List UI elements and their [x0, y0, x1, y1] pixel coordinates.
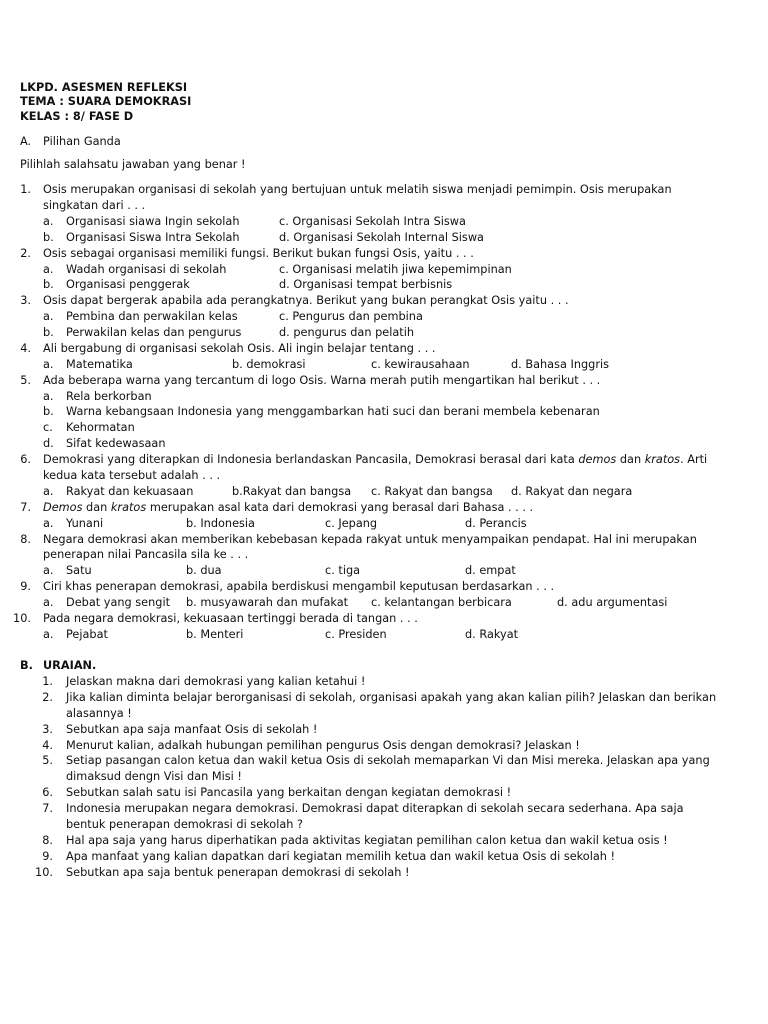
option-marker: a. [43, 628, 54, 641]
question-text: Ciri khas penerapan demokrasi, apabila berdiskusi mengambil keputusan berdasarkan . . . [43, 580, 555, 593]
option-marker: a. [43, 485, 54, 498]
option-text: Organisasi penggerak [66, 278, 190, 291]
essay-number: 9. [42, 850, 53, 863]
essay-text: alasannya ! [66, 707, 132, 720]
question-text: Osis dapat bergerak apabila ada perangkatnya. Berikut yang bukan perangkat Osis yaitu . . . [43, 294, 569, 307]
option-marker: a. [43, 390, 54, 403]
option-marker: a. [43, 215, 54, 228]
option-text: c. Organisasi Sekolah Intra Siswa [279, 215, 466, 228]
option-marker: c. [43, 421, 53, 434]
question-number: 2. [20, 247, 31, 260]
option-text: d. Rakyat [465, 628, 519, 641]
option-marker: a. [43, 596, 54, 609]
option-text: d. Rakyat dan negara [511, 485, 633, 498]
option-text: b. Indonesia [186, 517, 255, 530]
question-text: penerapan nilai Pancasila sila ke . . . [43, 548, 249, 561]
question-text: Ali bergabung di organisasi sekolah Osis. Ali ingin belajar tentang . . . [43, 342, 436, 355]
section-a-instruction: Pilihlah salahsatu jawaban yang benar ! [20, 158, 246, 171]
option-text: Wadah organisasi di sekolah [66, 263, 227, 276]
essay-text: Sebutkan salah satu isi Pancasila yang berkaitan dengan kegiatan demokrasi ! [66, 786, 512, 799]
essay-number: 10. [35, 866, 53, 879]
option-text: Organisasi siawa Ingin sekolah [66, 215, 240, 228]
option-text: c. kelantangan berbicara [371, 596, 512, 609]
essay-number: 3. [42, 723, 53, 736]
option-text: b. Menteri [186, 628, 244, 641]
option-marker: b. [43, 405, 54, 418]
option-marker: a. [43, 358, 54, 371]
question-text: Negara demokrasi akan memberikan kebebasan kepada rakyat untuk menyampaikan pendapat. Hal ini merupakan [43, 533, 697, 546]
essay-number: 1. [42, 675, 53, 688]
option-text: c. Pengurus dan pembina [279, 310, 423, 323]
option-text: b. musyawarah dan mufakat [186, 596, 349, 609]
option-text: d. Perancis [465, 517, 527, 530]
option-marker: b. [43, 326, 54, 339]
option-text: Warna kebangsaan Indonesia yang menggambarkan hati suci dan berani membela kebenaran [66, 405, 600, 418]
question-text: Ada beberapa warna yang tercantum di logo Osis. Warna merah putih mengartikan hal berikut . . . [43, 374, 601, 387]
question-number: 5. [20, 374, 31, 387]
option-text: Yunani [66, 517, 104, 530]
option-text: c. Organisasi melatih jiwa kepemimpinan [279, 263, 512, 276]
essay-text: Sebutkan apa saja bentuk penerapan demokrasi di sekolah ! [66, 866, 410, 879]
option-text: Matematika [66, 358, 133, 371]
section-a-marker: A. [20, 135, 32, 148]
essay-text: Sebutkan apa saja manfaat Osis di sekolah ! [66, 723, 318, 736]
essay-text: Indonesia merupakan negara demokrasi. Demokrasi dapat diterapkan di sekolah secara sederhana. Apa saja [66, 802, 684, 815]
option-text: c. tiga [325, 564, 361, 577]
question-number: 9. [20, 580, 31, 593]
option-text: c. kewirausahaan [371, 358, 470, 371]
option-text: b. dua [186, 564, 222, 577]
essay-text: Jelaskan makna dari demokrasi yang kalian ketahui ! [66, 675, 366, 688]
header-theme: TEMA : SUARA DEMOKRASI [20, 95, 192, 108]
question-number: 3. [20, 294, 31, 307]
essay-text: bentuk penerapan demokrasi di sekolah ? [66, 818, 304, 831]
essay-number: 8. [42, 834, 53, 847]
question-text: kedua kata tersebut adalah . . . [43, 469, 221, 482]
option-text: d. pengurus dan pelatih [279, 326, 414, 339]
option-marker: a. [43, 517, 54, 530]
essay-text: Setiap pasangan calon ketua dan wakil ketua Osis di sekolah memaparkan Vi dan Misi mereka. Jelaskan apa yang [66, 754, 710, 767]
option-text: Rela berkorban [66, 390, 152, 403]
question-number: 7. [20, 501, 31, 514]
option-marker: a. [43, 564, 54, 577]
option-marker: b. [43, 231, 54, 244]
section-a-title: Pilihan Ganda [43, 135, 121, 148]
option-text: Organisasi Siswa Intra Sekolah [66, 231, 240, 244]
question-text: Osis merupakan organisasi di sekolah yang bertujuan untuk melatih siswa menjadi pemimpin. Osis merupakan [43, 183, 672, 196]
option-text: d. empat [465, 564, 516, 577]
option-text: d. Organisasi Sekolah Internal Siswa [279, 231, 484, 244]
header-title: LKPD. ASESMEN REFLEKSI [20, 81, 188, 94]
question-text: Pada negara demokrasi, kekuasaan tertinggi berada di tangan . . . [43, 612, 418, 625]
essay-text: Menurut kalian, adalkah hubungan pemilihan pengurus Osis dengan demokrasi? Jelaskan ! [66, 739, 580, 752]
section-b-title: URAIAN. [43, 659, 97, 672]
option-text: Sifat kedewasaan [66, 437, 166, 450]
option-text: Kehormatan [66, 421, 135, 434]
question-number: 10. [13, 612, 31, 625]
essay-number: 6. [42, 786, 53, 799]
question-number: 8. [20, 533, 31, 546]
option-text: c. Jepang [325, 517, 378, 530]
option-text: d. Bahasa Inggris [511, 358, 610, 371]
option-marker: b. [43, 278, 54, 291]
option-text: Rakyat dan kekuasaan [66, 485, 194, 498]
option-marker: d. [43, 437, 54, 450]
essay-number: 2. [42, 691, 53, 704]
essay-number: 4. [42, 739, 53, 752]
essay-text: Hal apa saja yang harus diperhatikan pada aktivitas kegiatan pemilihan calon ketua dan wakil ketua osis ! [66, 834, 668, 847]
option-text: c. Rakyat dan bangsa [371, 485, 493, 498]
option-text: Debat yang sengit [66, 596, 171, 609]
question-text: Osis sebagai organisasi memiliki fungsi. Berikut bukan fungsi Osis, yaitu . . . [43, 247, 474, 260]
option-text: b. demokrasi [232, 358, 306, 371]
option-text: Pembina dan perwakilan kelas [66, 310, 238, 323]
question-number: 4. [20, 342, 31, 355]
question-number: 6. [20, 453, 31, 466]
option-text: c. Presiden [325, 628, 387, 641]
option-marker: a. [43, 310, 54, 323]
essay-text: dimaksud dengn Visi dan Misi ! [66, 770, 242, 783]
question-number: 1. [20, 183, 31, 196]
question-text: singkatan dari . . . [43, 199, 146, 212]
option-text: Perwakilan kelas dan pengurus [66, 326, 242, 339]
question-text: Demokrasi yang diterapkan di Indonesia berlandaskan Pancasila, Demokrasi berasal dari kata demos dan kratos. Arti [43, 453, 708, 466]
question-text: Demos dan kratos merupakan asal kata dari demokrasi yang berasal dari Bahasa . . . . [43, 501, 534, 514]
option-text: Pejabat [66, 628, 108, 641]
option-text: d. Organisasi tempat berbisnis [279, 278, 453, 291]
option-marker: a. [43, 263, 54, 276]
section-b-marker: B. [20, 659, 33, 672]
essay-text: Jika kalian diminta belajar berorganisasi di sekolah, organisasi apakah yang akan kalian pilih? Jelaskan dan berikan [66, 691, 717, 704]
header-class: KELAS : 8/ FASE D [20, 110, 134, 123]
essay-number: 5. [42, 754, 53, 767]
essay-text: Apa manfaat yang kalian dapatkan dari kegiatan memilih ketua dan wakil ketua Osis di sekolah ! [66, 850, 616, 863]
option-text: d. adu argumentasi [557, 596, 668, 609]
essay-number: 7. [42, 802, 53, 815]
option-text: Satu [66, 564, 92, 577]
option-text: b.Rakyat dan bangsa [232, 485, 352, 498]
